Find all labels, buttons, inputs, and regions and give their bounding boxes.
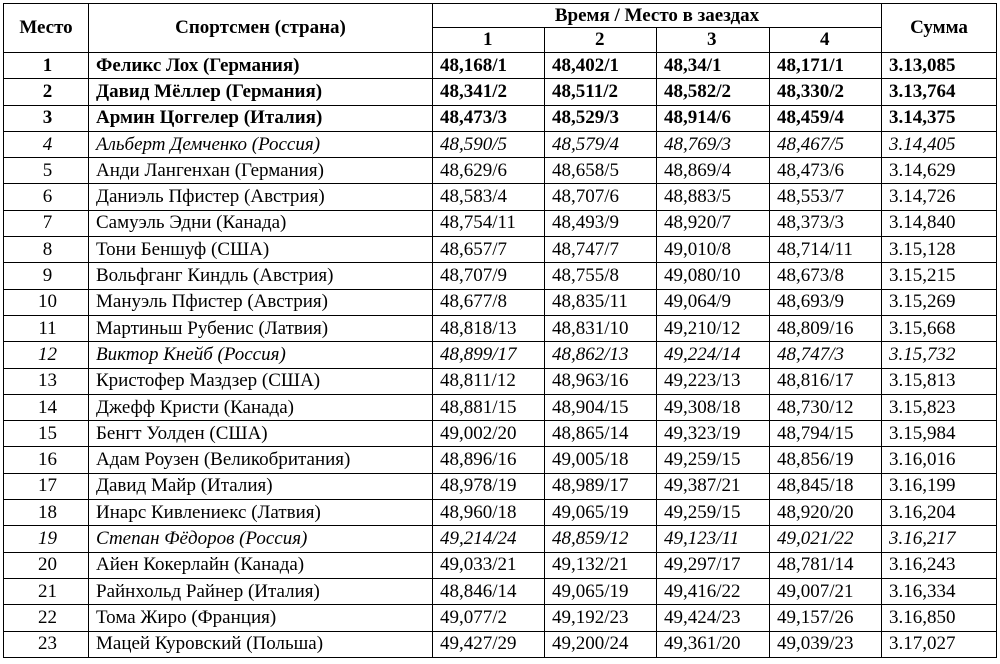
cell-run-2: 49,065/19 xyxy=(545,500,657,526)
cell-run-3: 48,920/7 xyxy=(657,210,770,236)
cell-run-4: 48,473/6 xyxy=(770,158,882,184)
cell-athlete: Альберт Демченко (Россия) xyxy=(89,131,433,157)
cell-run-4: 49,039/23 xyxy=(770,631,882,657)
cell-run-1: 48,341/2 xyxy=(433,79,545,105)
cell-run-2: 49,005/18 xyxy=(545,447,657,473)
cell-run-2: 49,192/23 xyxy=(545,605,657,631)
cell-total: 3.15,813 xyxy=(882,368,997,394)
cell-athlete: Мацей Куровский (Польша) xyxy=(89,631,433,657)
cell-place: 11 xyxy=(4,315,89,341)
cell-run-1: 48,896/16 xyxy=(433,447,545,473)
cell-run-4: 48,920/20 xyxy=(770,500,882,526)
cell-run-2: 48,835/11 xyxy=(545,289,657,315)
cell-run-3: 49,210/12 xyxy=(657,315,770,341)
cell-run-1: 48,707/9 xyxy=(433,263,545,289)
cell-run-3: 48,769/3 xyxy=(657,131,770,157)
cell-run-1: 48,899/17 xyxy=(433,342,545,368)
cell-place: 12 xyxy=(4,342,89,368)
cell-total: 3.13,085 xyxy=(882,53,997,79)
cell-run-1: 48,811/12 xyxy=(433,368,545,394)
cell-total: 3.14,375 xyxy=(882,105,997,131)
cell-run-2: 48,904/15 xyxy=(545,394,657,420)
cell-place: 15 xyxy=(4,421,89,447)
cell-run-3: 49,323/19 xyxy=(657,421,770,447)
table-row xyxy=(4,368,997,394)
cell-run-1: 48,677/8 xyxy=(433,289,545,315)
cell-run-3: 49,224/14 xyxy=(657,342,770,368)
cell-run-3: 49,123/11 xyxy=(657,526,770,552)
cell-total: 3.15,823 xyxy=(882,394,997,420)
cell-place: 21 xyxy=(4,578,89,604)
cell-run-2: 49,065/19 xyxy=(545,578,657,604)
cell-total: 3.16,199 xyxy=(882,473,997,499)
cell-run-2: 48,963/16 xyxy=(545,368,657,394)
cell-run-2: 48,658/5 xyxy=(545,158,657,184)
cell-run-3: 49,387/21 xyxy=(657,473,770,499)
cell-run-1: 49,002/20 xyxy=(433,421,545,447)
cell-athlete: Степан Фёдоров (Россия) xyxy=(89,526,433,552)
table-row xyxy=(4,79,997,105)
cell-place: 20 xyxy=(4,552,89,578)
cell-run-1: 49,033/21 xyxy=(433,552,545,578)
table-row xyxy=(4,210,997,236)
cell-run-3: 49,424/23 xyxy=(657,605,770,631)
cell-athlete: Райнхольд Райнер (Италия) xyxy=(89,578,433,604)
cell-run-2: 48,862/13 xyxy=(545,342,657,368)
results-table xyxy=(3,3,997,658)
cell-place: 6 xyxy=(4,184,89,210)
cell-run-3: 49,297/17 xyxy=(657,552,770,578)
table-row xyxy=(4,447,997,473)
cell-run-4: 49,007/21 xyxy=(770,578,882,604)
cell-total: 3.16,243 xyxy=(882,552,997,578)
cell-place: 2 xyxy=(4,79,89,105)
cell-total: 3.16,204 xyxy=(882,500,997,526)
cell-place: 4 xyxy=(4,131,89,157)
table-row xyxy=(4,552,997,578)
table-row xyxy=(4,605,997,631)
table-row xyxy=(4,105,997,131)
table-row xyxy=(4,394,997,420)
cell-run-3: 49,223/13 xyxy=(657,368,770,394)
table-row xyxy=(4,315,997,341)
cell-run-4: 48,794/15 xyxy=(770,421,882,447)
cell-run-2: 48,755/8 xyxy=(545,263,657,289)
cell-place: 16 xyxy=(4,447,89,473)
cell-place: 7 xyxy=(4,210,89,236)
cell-run-2: 49,200/24 xyxy=(545,631,657,657)
cell-run-4: 48,171/1 xyxy=(770,53,882,79)
cell-run-2: 48,989/17 xyxy=(545,473,657,499)
cell-run-2: 48,707/6 xyxy=(545,184,657,210)
table-row xyxy=(4,158,997,184)
cell-total: 3.16,217 xyxy=(882,526,997,552)
cell-run-1: 49,427/29 xyxy=(433,631,545,657)
cell-place: 13 xyxy=(4,368,89,394)
cell-run-3: 49,259/15 xyxy=(657,500,770,526)
cell-athlete: Инарс Кивлениекс (Латвия) xyxy=(89,500,433,526)
cell-run-2: 49,132/21 xyxy=(545,552,657,578)
cell-total: 3.17,027 xyxy=(882,631,997,657)
cell-run-4: 48,809/16 xyxy=(770,315,882,341)
header-runs-title: Время / Место в заездах xyxy=(433,4,882,28)
cell-run-3: 48,582/2 xyxy=(657,79,770,105)
cell-athlete: Давид Мёллер (Германия) xyxy=(89,79,433,105)
cell-run-4: 48,553/7 xyxy=(770,184,882,210)
cell-place: 23 xyxy=(4,631,89,657)
cell-total: 3.14,726 xyxy=(882,184,997,210)
cell-run-4: 48,845/18 xyxy=(770,473,882,499)
table-row xyxy=(4,53,997,79)
cell-run-4: 48,467/5 xyxy=(770,131,882,157)
cell-total: 3.14,405 xyxy=(882,131,997,157)
cell-run-1: 48,590/5 xyxy=(433,131,545,157)
table-row xyxy=(4,184,997,210)
cell-athlete: Виктор Кнейб (Россия) xyxy=(89,342,433,368)
cell-athlete: Кристофер Маздзер (США) xyxy=(89,368,433,394)
cell-place: 9 xyxy=(4,263,89,289)
cell-run-4: 48,693/9 xyxy=(770,289,882,315)
cell-run-4: 48,459/4 xyxy=(770,105,882,131)
cell-run-3: 48,914/6 xyxy=(657,105,770,131)
cell-total: 3.15,668 xyxy=(882,315,997,341)
cell-run-3: 49,416/22 xyxy=(657,578,770,604)
cell-run-1: 48,473/3 xyxy=(433,105,545,131)
cell-run-2: 48,865/14 xyxy=(545,421,657,447)
table-row xyxy=(4,263,997,289)
cell-run-4: 48,673/8 xyxy=(770,263,882,289)
table-row xyxy=(4,473,997,499)
cell-total: 3.16,334 xyxy=(882,578,997,604)
cell-total: 3.13,764 xyxy=(882,79,997,105)
cell-place: 8 xyxy=(4,237,89,263)
cell-run-1: 48,168/1 xyxy=(433,53,545,79)
table-row xyxy=(4,237,997,263)
cell-run-3: 49,080/10 xyxy=(657,263,770,289)
cell-run-1: 48,629/6 xyxy=(433,158,545,184)
cell-run-1: 48,818/13 xyxy=(433,315,545,341)
cell-run-4: 48,730/12 xyxy=(770,394,882,420)
cell-run-2: 48,859/12 xyxy=(545,526,657,552)
table-row xyxy=(4,631,997,657)
cell-run-3: 48,883/5 xyxy=(657,184,770,210)
cell-athlete: Бенгт Уолден (США) xyxy=(89,421,433,447)
cell-place: 19 xyxy=(4,526,89,552)
cell-run-1: 49,077/2 xyxy=(433,605,545,631)
cell-total: 3.15,269 xyxy=(882,289,997,315)
cell-run-1: 48,881/15 xyxy=(433,394,545,420)
cell-place: 14 xyxy=(4,394,89,420)
cell-run-4: 48,714/11 xyxy=(770,237,882,263)
cell-place: 3 xyxy=(4,105,89,131)
table-row xyxy=(4,500,997,526)
cell-athlete: Феликс Лох (Германия) xyxy=(89,53,433,79)
cell-run-4: 48,781/14 xyxy=(770,552,882,578)
cell-athlete: Тома Жиро (Франция) xyxy=(89,605,433,631)
cell-athlete: Тони Беншуф (США) xyxy=(89,237,433,263)
header-run-3: 3 xyxy=(657,28,770,53)
table-row xyxy=(4,131,997,157)
cell-total: 3.16,016 xyxy=(882,447,997,473)
cell-run-4: 48,856/19 xyxy=(770,447,882,473)
cell-athlete: Самуэль Эдни (Канада) xyxy=(89,210,433,236)
cell-athlete: Вольфганг Киндль (Австрия) xyxy=(89,263,433,289)
header-run-4: 4 xyxy=(770,28,882,53)
table-row xyxy=(4,578,997,604)
cell-total: 3.15,732 xyxy=(882,342,997,368)
cell-total: 3.16,850 xyxy=(882,605,997,631)
cell-run-1: 49,214/24 xyxy=(433,526,545,552)
cell-run-3: 49,308/18 xyxy=(657,394,770,420)
cell-total: 3.14,840 xyxy=(882,210,997,236)
cell-total: 3.15,215 xyxy=(882,263,997,289)
cell-place: 5 xyxy=(4,158,89,184)
header-run-1: 1 xyxy=(433,28,545,53)
cell-run-4: 49,021/22 xyxy=(770,526,882,552)
table-row xyxy=(4,421,997,447)
cell-run-3: 49,361/20 xyxy=(657,631,770,657)
table-row xyxy=(4,342,997,368)
header-total: Сумма xyxy=(882,4,997,53)
cell-run-2: 48,747/7 xyxy=(545,237,657,263)
cell-total: 3.15,984 xyxy=(882,421,997,447)
cell-run-4: 49,157/26 xyxy=(770,605,882,631)
cell-place: 22 xyxy=(4,605,89,631)
cell-athlete: Джефф Кристи (Канада) xyxy=(89,394,433,420)
cell-athlete: Мартиньш Рубенис (Латвия) xyxy=(89,315,433,341)
table-body xyxy=(4,53,997,658)
cell-athlete: Анди Лангенхан (Германия) xyxy=(89,158,433,184)
cell-athlete: Мануэль Пфистер (Австрия) xyxy=(89,289,433,315)
cell-run-1: 48,583/4 xyxy=(433,184,545,210)
table-header xyxy=(4,4,997,53)
cell-athlete: Айен Кокерлайн (Канада) xyxy=(89,552,433,578)
cell-total: 3.15,128 xyxy=(882,237,997,263)
cell-run-2: 48,831/10 xyxy=(545,315,657,341)
header-place: Место xyxy=(4,4,89,53)
cell-run-4: 48,373/3 xyxy=(770,210,882,236)
cell-total: 3.14,629 xyxy=(882,158,997,184)
cell-athlete: Даниэль Пфистер (Австрия) xyxy=(89,184,433,210)
cell-run-2: 48,511/2 xyxy=(545,79,657,105)
cell-run-3: 48,869/4 xyxy=(657,158,770,184)
cell-athlete: Адам Роузен (Великобритания) xyxy=(89,447,433,473)
cell-run-4: 48,330/2 xyxy=(770,79,882,105)
cell-place: 1 xyxy=(4,53,89,79)
cell-run-1: 48,754/11 xyxy=(433,210,545,236)
header-run-2: 2 xyxy=(545,28,657,53)
cell-run-4: 48,816/17 xyxy=(770,368,882,394)
cell-run-1: 48,978/19 xyxy=(433,473,545,499)
table-row xyxy=(4,526,997,552)
cell-run-1: 48,846/14 xyxy=(433,578,545,604)
cell-place: 17 xyxy=(4,473,89,499)
cell-run-2: 48,579/4 xyxy=(545,131,657,157)
cell-run-2: 48,402/1 xyxy=(545,53,657,79)
cell-run-3: 49,010/8 xyxy=(657,237,770,263)
cell-run-4: 48,747/3 xyxy=(770,342,882,368)
header-athlete: Спортсмен (страна) xyxy=(89,4,433,53)
cell-athlete: Армин Цоггелер (Италия) xyxy=(89,105,433,131)
cell-run-3: 49,259/15 xyxy=(657,447,770,473)
cell-run-3: 48,34/1 xyxy=(657,53,770,79)
cell-run-3: 49,064/9 xyxy=(657,289,770,315)
cell-place: 18 xyxy=(4,500,89,526)
cell-run-2: 48,529/3 xyxy=(545,105,657,131)
cell-place: 10 xyxy=(4,289,89,315)
cell-run-1: 48,657/7 xyxy=(433,237,545,263)
table-row xyxy=(4,289,997,315)
cell-run-2: 48,493/9 xyxy=(545,210,657,236)
cell-athlete: Давид Майр (Италия) xyxy=(89,473,433,499)
cell-run-1: 48,960/18 xyxy=(433,500,545,526)
